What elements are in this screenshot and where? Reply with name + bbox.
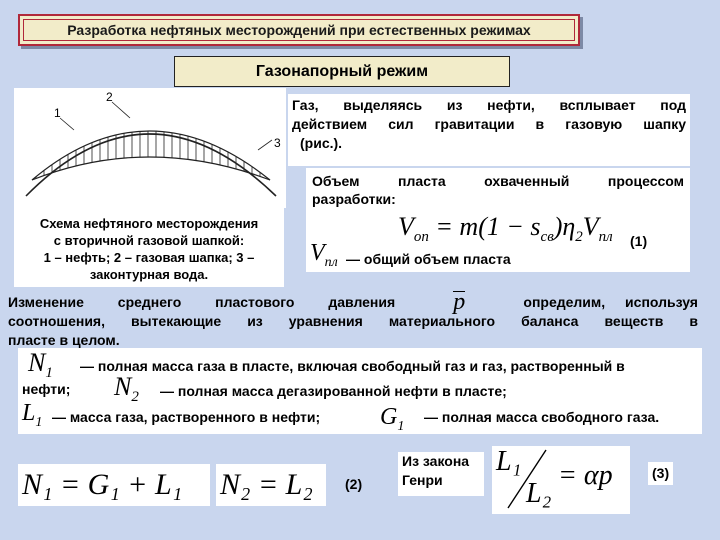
figure-panel	[14, 88, 286, 208]
pressure-line-1	[8, 288, 698, 315]
caption-line-2: с вторичной газовой шапкой:	[53, 233, 245, 248]
henry-line-2: Генри	[402, 472, 443, 488]
gas-paragraph	[288, 94, 690, 166]
n1-description: — полная масса газа в пласте, включая свободный газ и газ, растворенный в	[80, 358, 625, 374]
henry-law-text	[398, 452, 484, 496]
pressure-line-1a: Изменение среднего пластового давления	[8, 293, 396, 310]
equation-3-denominator: L₂	[526, 478, 552, 509]
equation-2b: N₂ = L₂	[220, 468, 313, 501]
n1-symbol: $N_1$	[28, 348, 53, 382]
equation-3-box	[492, 446, 630, 514]
volume-equation: $V_{оп} = m(1 - s_{св})\eta_2V_{пл}$	[398, 212, 613, 246]
l1-symbol: $L_1$	[22, 400, 43, 430]
volume-text-line-2: разработки:	[312, 191, 396, 207]
equation-number-2: (2)	[345, 476, 363, 492]
equation-number-3: (3)	[648, 462, 673, 485]
v-pl-symbol: $V_{пл}$	[310, 240, 338, 270]
figure-label-3: 3	[274, 136, 281, 150]
equation-number-1: (1)	[630, 233, 648, 249]
l1-description: — масса газа, растворенного в нефти;	[52, 409, 321, 425]
pressure-line-2: соотношения, вытекающие из уравнения материального баланса веществ в	[8, 313, 698, 329]
gas-paragraph-line-1: Газ, выделяясь из нефти, всплывает под	[292, 97, 686, 113]
caption-line-3: 1 – нефть; 2 – газовая шапка; 3 –	[43, 250, 255, 265]
caption-line-4: законтурная вода.	[89, 267, 209, 282]
title-banner	[18, 14, 580, 46]
equation-2a-box	[18, 464, 210, 506]
equation-2a: N₁ = G₁ + L₁	[22, 468, 183, 501]
n2-symbol: $N_2$	[114, 372, 139, 406]
gas-paragraph-line-2: действием сил гравитации в газовую шапку	[292, 116, 686, 132]
pressure-line-3: пласте в целом.	[8, 332, 120, 348]
n1-description-cont: нефти;	[22, 381, 71, 397]
caption-line-1: Схема нефтяного месторождения	[39, 216, 259, 231]
g1-symbol: $G_1$	[380, 404, 405, 434]
g1-description: — полная масса свободного газа.	[424, 409, 660, 425]
pressure-paragraph	[8, 288, 698, 350]
volume-block	[306, 168, 690, 272]
equation-3-rhs: = αp	[558, 460, 613, 491]
gas-paragraph-line-3: (рис.).	[300, 135, 343, 151]
v-pl-description: — общий объем пласта	[346, 251, 511, 267]
pressure-line-1b: определим, используя	[523, 293, 698, 310]
average-pressure-symbol: p	[453, 288, 466, 315]
definitions-block	[18, 348, 702, 434]
figure-label-2: 2	[106, 90, 113, 104]
henry-line-1: Из закона	[402, 453, 470, 469]
page-title: Разработка нефтяных месторождений при естественных режимах	[23, 19, 575, 41]
n2-description: — полная масса дегазированной нефти в пласте;	[160, 383, 507, 399]
figure-caption	[14, 207, 284, 287]
figure-label-1: 1	[54, 106, 61, 120]
volume-text-line-1: Объем пласта охваченный процессом	[312, 173, 684, 189]
equation-2b-box	[216, 464, 326, 506]
section-subtitle: Газонапорный режим	[174, 56, 510, 87]
equation-3-numerator: L₁	[496, 446, 522, 477]
